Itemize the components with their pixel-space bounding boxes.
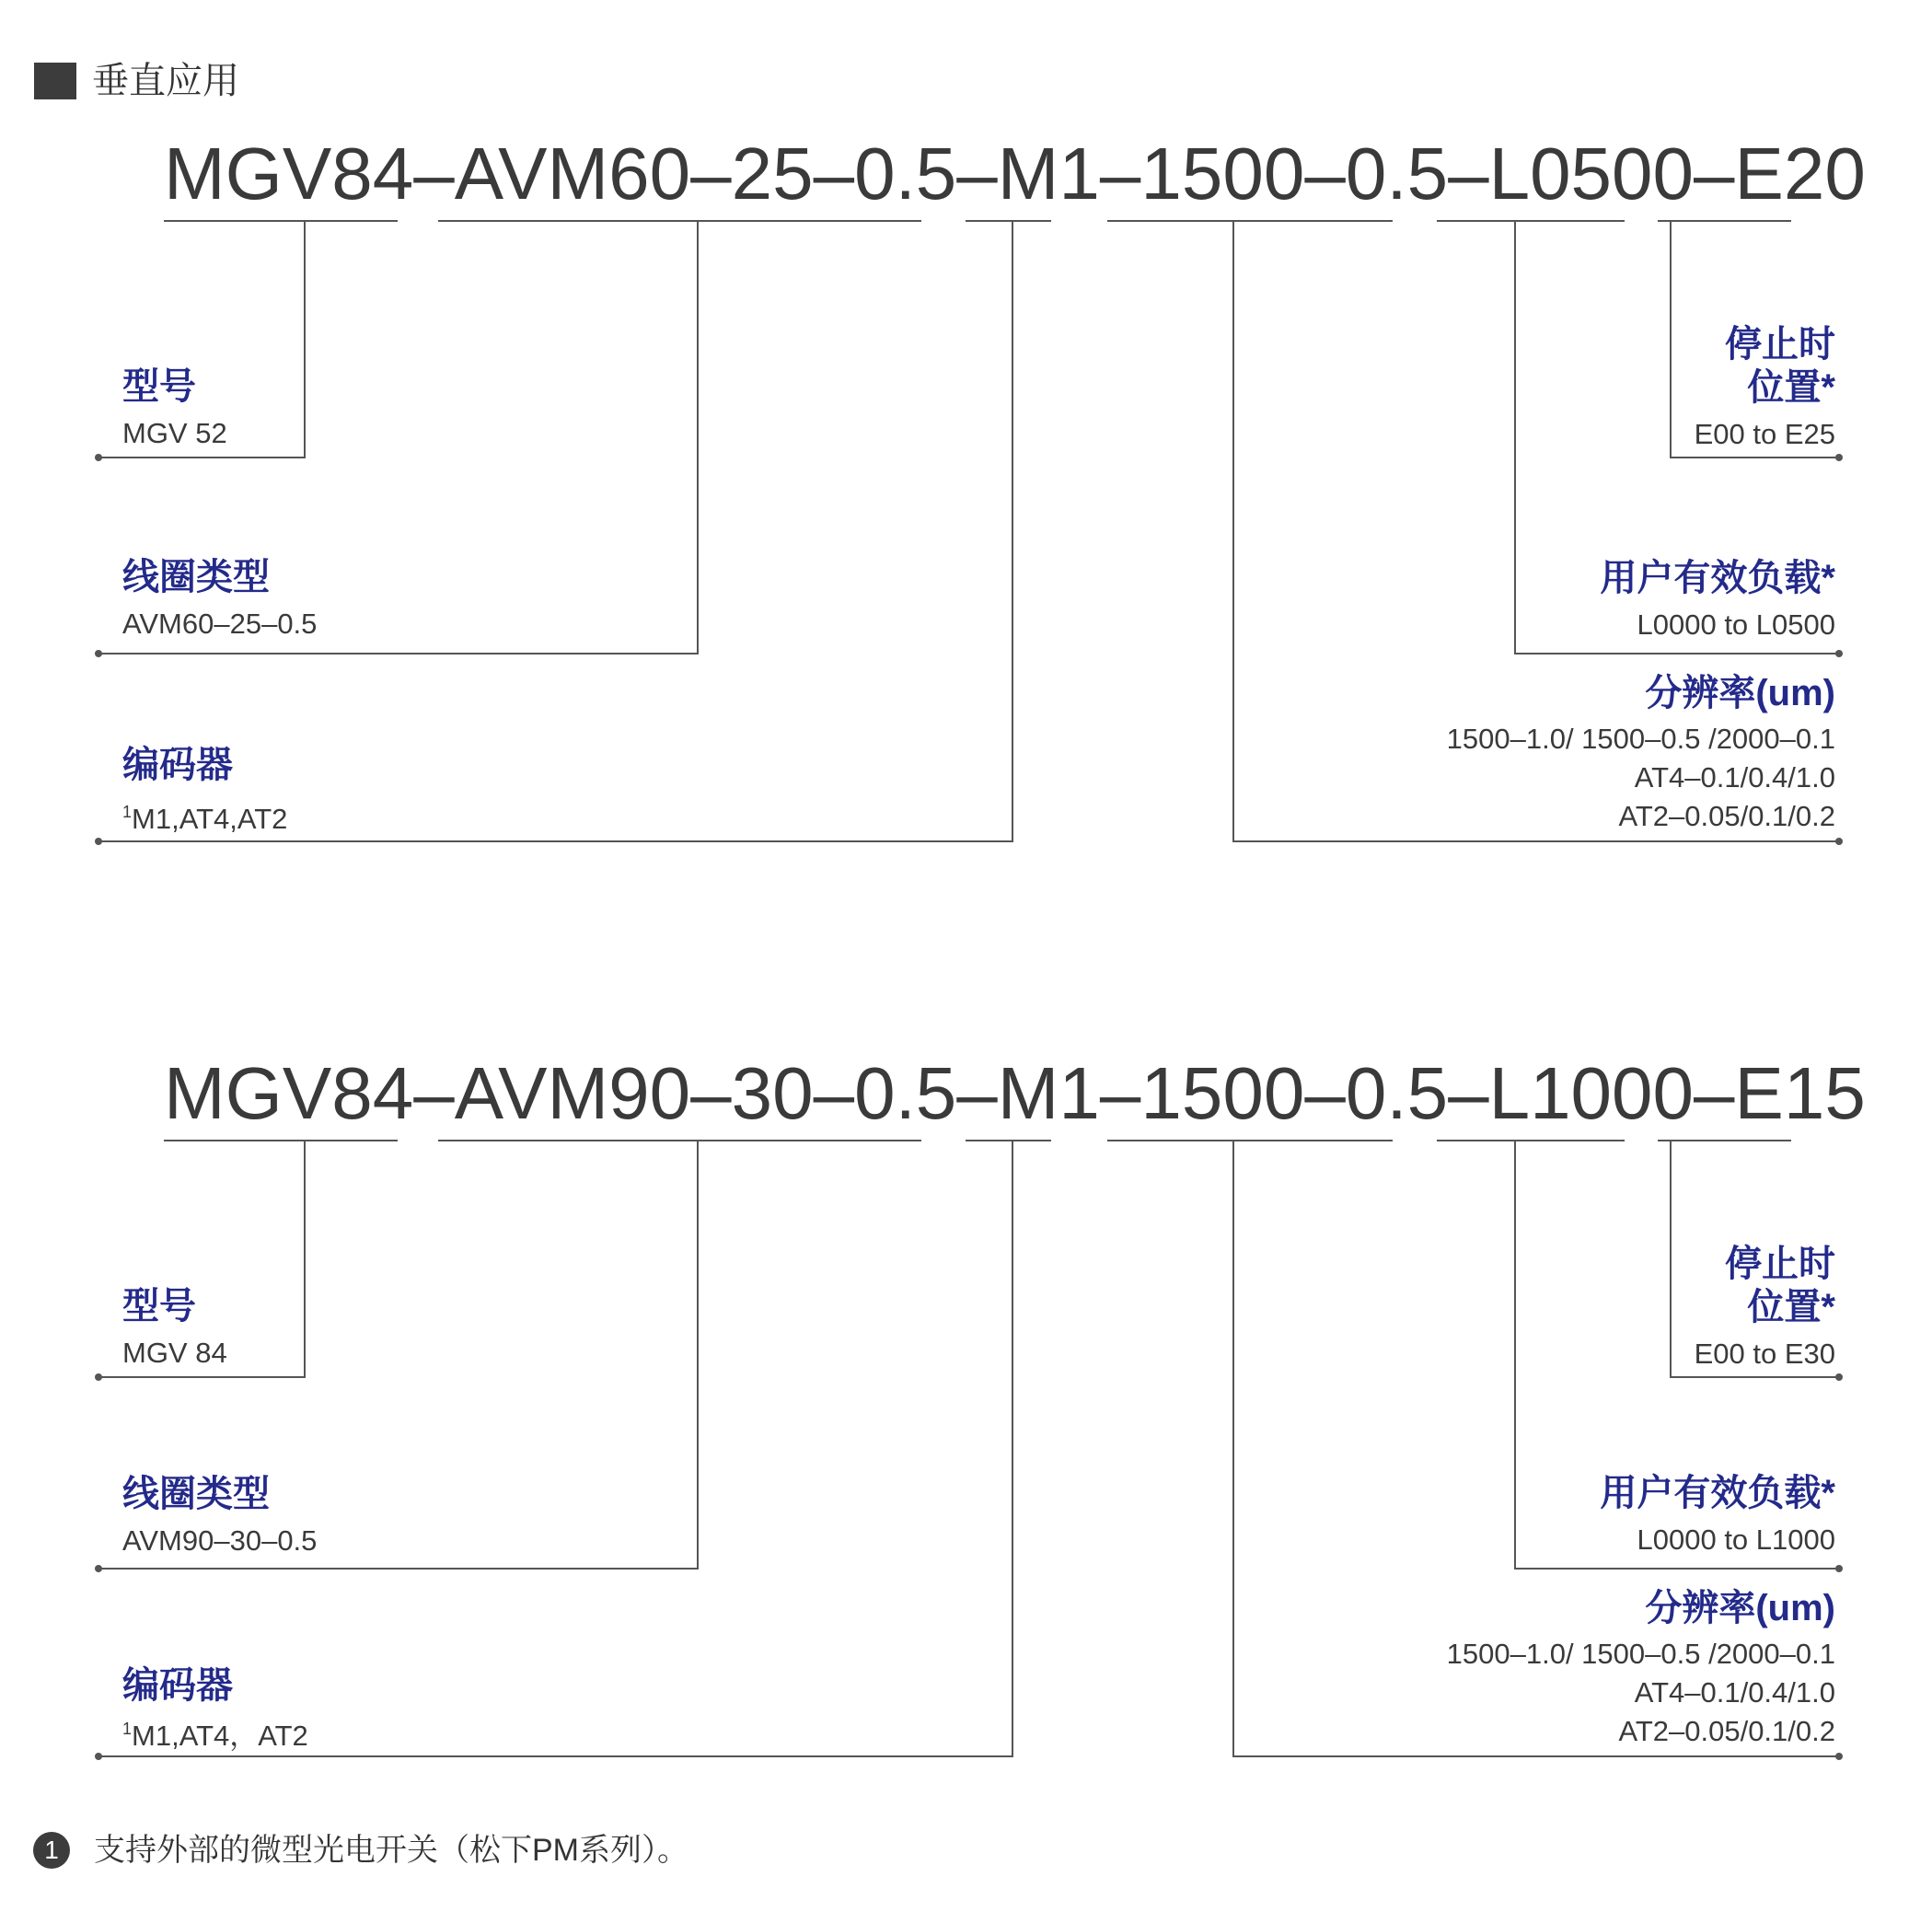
footnote-ref: 1 xyxy=(122,803,133,821)
footnote-number-icon: 1 xyxy=(33,1832,70,1869)
coil-label: 线圈类型 xyxy=(122,557,270,597)
resolution-line-1: 1500–1.0/ 1500–0.5 /2000–0.1 xyxy=(1446,1638,1835,1670)
encoder-label: 编码器 xyxy=(122,745,233,785)
stop-label-line1: 停止时 xyxy=(1725,1244,1835,1284)
encoder-label: 编码器 xyxy=(122,1665,233,1706)
model-label: 型号 xyxy=(122,1286,196,1326)
resolution-line-2: AT4–0.1/0.4/1.0 xyxy=(1634,761,1835,794)
resolution-line-1: 1500–1.0/ 1500–0.5 /2000–0.1 xyxy=(1446,723,1835,755)
model-code-diagram-2 xyxy=(0,920,1932,1803)
encoder-value: $^1$M1,AT4,AT2 xyxy=(122,803,288,835)
stop-label-line2: 位置* xyxy=(1747,1287,1835,1327)
coil-label: 线圈类型 xyxy=(122,1474,270,1514)
model-code: MGV84–AVM90–30–0.5–M1–1500–0.5–L1000–E15 xyxy=(164,1052,1866,1134)
resolution-label: 分辨率(um) xyxy=(1645,673,1835,713)
footnote-ref: 1 xyxy=(122,1720,133,1738)
resolution-label: 分辨率(um) xyxy=(1645,1588,1835,1628)
payload-label: 用户有效负载* xyxy=(1600,1473,1835,1513)
encoder-value: $^1$M1,AT4，AT2 xyxy=(122,1720,308,1752)
model-code-diagram-1 xyxy=(0,0,1932,884)
resolution-line-3: AT2–0.05/0.1/0.2 xyxy=(1618,800,1835,832)
stop-value: E00 to E25 xyxy=(1694,418,1835,450)
payload-label: 用户有效负载* xyxy=(1600,558,1835,598)
resolution-line-2: AT4–0.1/0.4/1.0 xyxy=(1634,1676,1835,1709)
coil-value: AVM60–25–0.5 xyxy=(122,608,318,640)
stop-value: E00 to E30 xyxy=(1694,1338,1835,1370)
model-label: 型号 xyxy=(122,366,196,407)
stop-label-line2: 位置* xyxy=(1747,367,1835,408)
payload-value: L0000 to L0500 xyxy=(1637,608,1835,641)
payload-value: L0000 to L1000 xyxy=(1637,1523,1835,1556)
coil-value: AVM90–30–0.5 xyxy=(122,1524,318,1557)
stop-label-line1: 停止时 xyxy=(1725,324,1835,365)
resolution-line-3: AT2–0.05/0.1/0.2 xyxy=(1618,1715,1835,1747)
model-code: MGV84–AVM60–25–0.5–M1–1500–0.5–L0500–E20 xyxy=(164,133,1866,214)
footnote xyxy=(33,1827,688,1871)
section-title: 垂直应用 xyxy=(92,61,239,101)
model-value: MGV 84 xyxy=(122,1337,227,1369)
footnote-text: 支持外部的微型光电开关（松下PM系列）。 xyxy=(94,1833,688,1869)
model-value: MGV 52 xyxy=(122,417,227,449)
